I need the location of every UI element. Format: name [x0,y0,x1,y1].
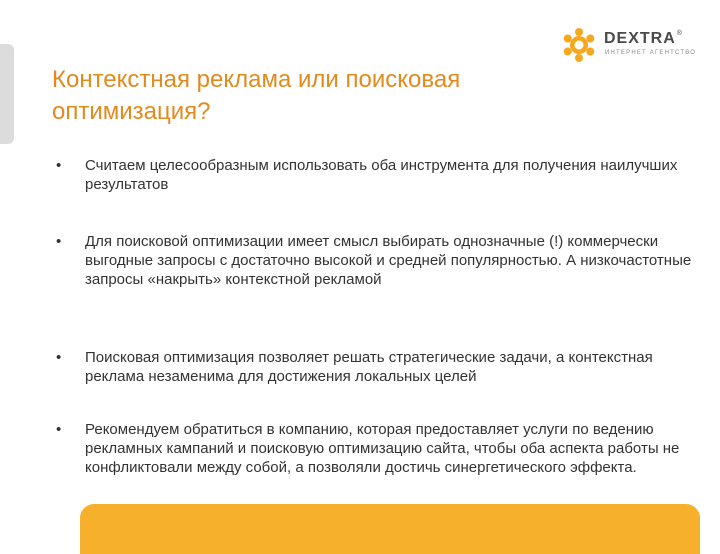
logo-word-text: DEXTRA [604,30,676,47]
dextra-logo [560,22,710,66]
bottom-accent-bar [80,504,700,554]
bullet-marker: • [56,349,62,366]
logo-registered-mark: ® [676,30,683,37]
bullet-text: Поисковая оптимизация позволяет решать стратегические задачи, а контекстная реклама незаменима для достижения локальных целей [85,349,653,385]
bullet-marker: • [56,421,62,438]
bullet-text: Считаем целесообразным использовать оба инструмента для получения наилучших результатов [85,157,678,193]
bullet-text: Рекомендуем обратиться в компанию, которая предоставляет услуги по ведению рекламных кампаний и поисковую оптимизацию сайта, чтобы оба аспекта работы не конфликтовали между собой, а позволяли достичь синергетического эффекта. [85,421,680,476]
bullet-text: Для поисковой оптимизации имеет смысл выбирать однозначные (!) коммерчески выгодные запросы с достаточно высокой и средней популярностью. А низкочастотные запросы «накрыть» контекстной рекламой [85,233,692,288]
logo-subtitle: ИНТЕРНЕТ АГЕНТСТВО [605,50,697,56]
bullet-marker: • [56,157,62,174]
dextra-gear-icon [562,28,596,62]
side-tab-decoration [0,44,14,144]
bullet-marker: • [56,233,62,250]
logo-wordmark [604,30,683,48]
slide-title: Контекстная реклама или поисковая оптимизация? [52,66,461,125]
